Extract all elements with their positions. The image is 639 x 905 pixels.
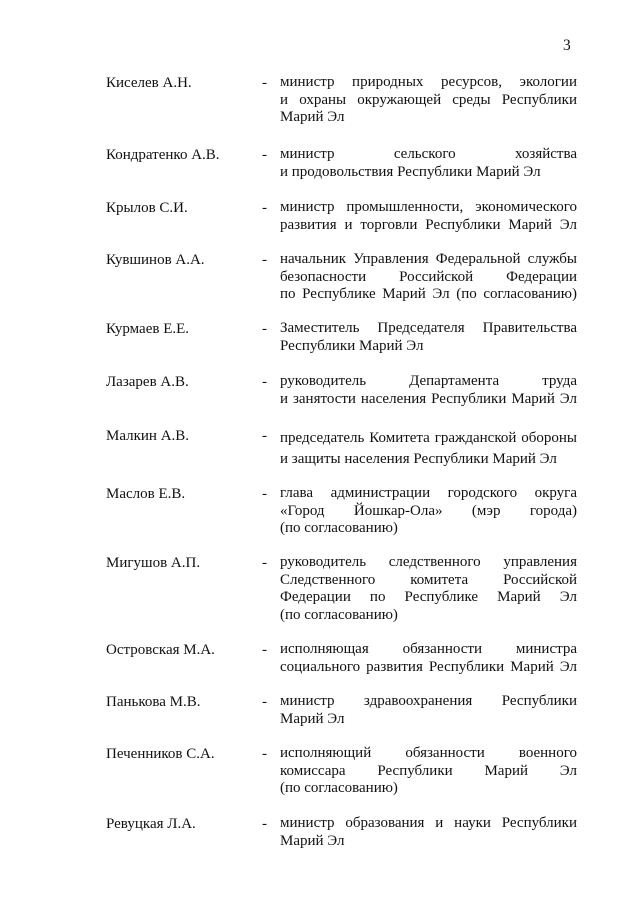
member-position — [280, 554, 577, 624]
entry-dash: - — [262, 694, 267, 710]
member-name: Ревуцкая Л.А. — [106, 816, 196, 832]
position-line: (по согласованию) — [280, 520, 398, 536]
entry-dash: - — [262, 374, 267, 390]
member-position — [280, 428, 577, 470]
member-name: Островская М.А. — [106, 642, 215, 658]
position-line: и охраны окружающей среды Республики — [280, 91, 577, 108]
position-line: и занятости населения Республики Марий Эл — [280, 390, 577, 407]
position-line: «Город Йошкар-Ола» (мэр города) — [280, 502, 577, 519]
member-name: Крылов С.И. — [106, 200, 188, 216]
position-line: по Республике Марий Эл (по согласованию) — [280, 286, 577, 302]
position-line: министр образования и науки Республики — [280, 815, 577, 831]
entry-dash: - — [262, 816, 267, 832]
position-line: и защиты населения Республики Марий Эл — [280, 451, 557, 467]
position-line: Республики Марий Эл — [280, 337, 424, 354]
member-name: Кондратенко А.В. — [106, 147, 220, 163]
member-name: Мигушов А.П. — [106, 555, 201, 571]
position-line: министр здравоохранения Республики — [280, 693, 577, 709]
member-name: Малкин А.В. — [106, 428, 190, 444]
position-line: безопасности Российской Федерации — [280, 268, 577, 285]
position-line: Следственного комитета Российской — [280, 571, 577, 588]
member-position — [280, 641, 577, 676]
position-line: Марий Эл — [280, 832, 345, 849]
entry-dash: - — [262, 486, 267, 502]
entry-dash: - — [262, 428, 267, 444]
position-line: развития и торговли Республики Марий Эл — [280, 216, 577, 233]
position-line: (по согласованию) — [280, 606, 398, 623]
member-position — [280, 485, 577, 538]
entry-dash: - — [262, 75, 267, 91]
member-position — [280, 320, 577, 355]
member-position — [280, 251, 577, 304]
member-name: Лазарев А.В. — [106, 374, 189, 390]
position-line: председатель Комитета гражданской обороны — [280, 430, 577, 446]
position-line: исполняющая обязанности министра — [280, 641, 577, 657]
position-line: руководитель следственного управления — [280, 554, 577, 570]
entry-dash: - — [262, 321, 267, 337]
entry-dash: - — [262, 252, 267, 268]
member-position — [280, 74, 577, 127]
member-name: Маслов Е.В. — [106, 486, 186, 502]
position-line: министр промышленности, экономического — [280, 199, 577, 215]
position-line: (по согласованию) — [280, 780, 398, 796]
member-position — [280, 815, 577, 850]
member-position — [280, 745, 577, 798]
position-line: Марий Эл — [280, 710, 345, 727]
member-name: Киселев А.Н. — [106, 75, 192, 91]
position-line: руководитель Департамента труда — [280, 373, 577, 389]
member-position — [280, 693, 577, 728]
member-name: Курмаев Е.Е. — [106, 321, 190, 337]
entry-dash: - — [262, 746, 267, 762]
position-line: Марий Эл — [280, 109, 345, 125]
member-position — [280, 146, 577, 181]
position-line: комиссара Республики Марий Эл — [280, 762, 577, 779]
member-position — [280, 199, 577, 234]
member-name: Панькова М.В. — [106, 694, 201, 710]
position-line: начальник Управления Федеральной службы — [280, 251, 577, 267]
page-number: 3 — [563, 37, 571, 54]
position-line: и продовольствия Республики Марий Эл — [280, 163, 541, 180]
position-line: Заместитель Председателя Правительства — [280, 320, 577, 336]
position-line: министр природных ресурсов, экологии — [280, 74, 577, 90]
position-line: министр сельского хозяйства — [280, 146, 577, 162]
entry-dash: - — [262, 200, 267, 216]
position-line: Федерации по Республике Марий Эл — [280, 589, 577, 605]
position-line: социального развития Республики Марий Эл — [280, 658, 577, 675]
position-line: глава администрации городского округа — [280, 485, 577, 501]
position-line: исполняющий обязанности военного — [280, 745, 577, 761]
entry-dash: - — [262, 147, 267, 163]
member-position — [280, 373, 577, 408]
entry-dash: - — [262, 555, 267, 571]
entry-dash: - — [262, 642, 267, 658]
member-name: Кувшинов А.А. — [106, 252, 205, 268]
member-name: Печенников С.А. — [106, 746, 215, 762]
